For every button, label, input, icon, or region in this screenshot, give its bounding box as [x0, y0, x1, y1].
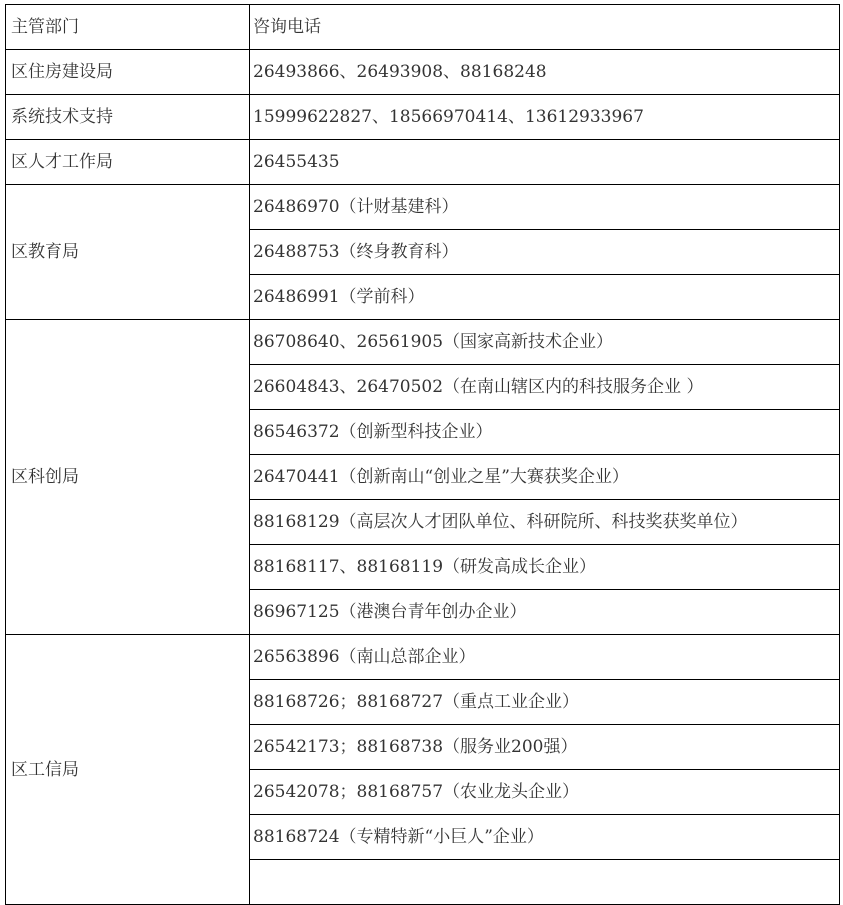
phone-cell: 26486991（学前科） — [250, 275, 840, 320]
phone-cell: 88168726；88168727（重点工业企业） — [250, 680, 840, 725]
phone-cell: 26455435 — [250, 140, 840, 185]
phone-cell: 86967125（港澳台青年创办企业） — [250, 590, 840, 635]
header-phone: 咨询电话 — [250, 5, 840, 50]
table-header-row — [6, 5, 840, 50]
table-row — [6, 50, 840, 95]
phone-cell: 88168724（专精特新“小巨人”企业） — [250, 815, 840, 860]
header-dept: 主管部门 — [6, 5, 250, 50]
dept-cell: 系统技术支持 — [6, 95, 250, 140]
phone-cell: 26542078；88168757（农业龙头企业） — [250, 770, 840, 815]
dept-cell: 区科创局 — [6, 320, 250, 635]
table-row — [6, 320, 840, 365]
phone-cell: 26488753（终身教育科） — [250, 230, 840, 275]
dept-cell: 区教育局 — [6, 185, 250, 320]
phone-cell: 26542173；88168738（服务业200强） — [250, 725, 840, 770]
table-row — [6, 635, 840, 680]
phone-cell: 88168129（高层次人才团队单位、科研院所、科技奖获奖单位） — [250, 500, 840, 545]
dept-cell: 区工信局 — [6, 635, 250, 905]
phone-cell: 26470441（创新南山“创业之星”大赛获奖企业） — [250, 455, 840, 500]
phone-cell: 15999622827、18566970414、13612933967 — [250, 95, 840, 140]
phone-cell: 26486970（计财基建科） — [250, 185, 840, 230]
phone-cell: 86546372（创新型科技企业） — [250, 410, 840, 455]
phone-cell: 26604843、26470502（在南山辖区内的科技服务企业 ） — [250, 365, 840, 410]
table-row — [6, 95, 840, 140]
phone-cell: 26563896（南山总部企业） — [250, 635, 840, 680]
consultation-phone-table — [5, 4, 840, 905]
phone-cell: 86708640、26561905（国家高新技术企业） — [250, 320, 840, 365]
phone-cell — [250, 860, 840, 905]
table-row — [6, 140, 840, 185]
phone-cell: 26493866、26493908、88168248 — [250, 50, 840, 95]
dept-cell: 区人才工作局 — [6, 140, 250, 185]
dept-cell: 区住房建设局 — [6, 50, 250, 95]
phone-cell: 88168117、88168119（研发高成长企业） — [250, 545, 840, 590]
table-row — [6, 185, 840, 230]
